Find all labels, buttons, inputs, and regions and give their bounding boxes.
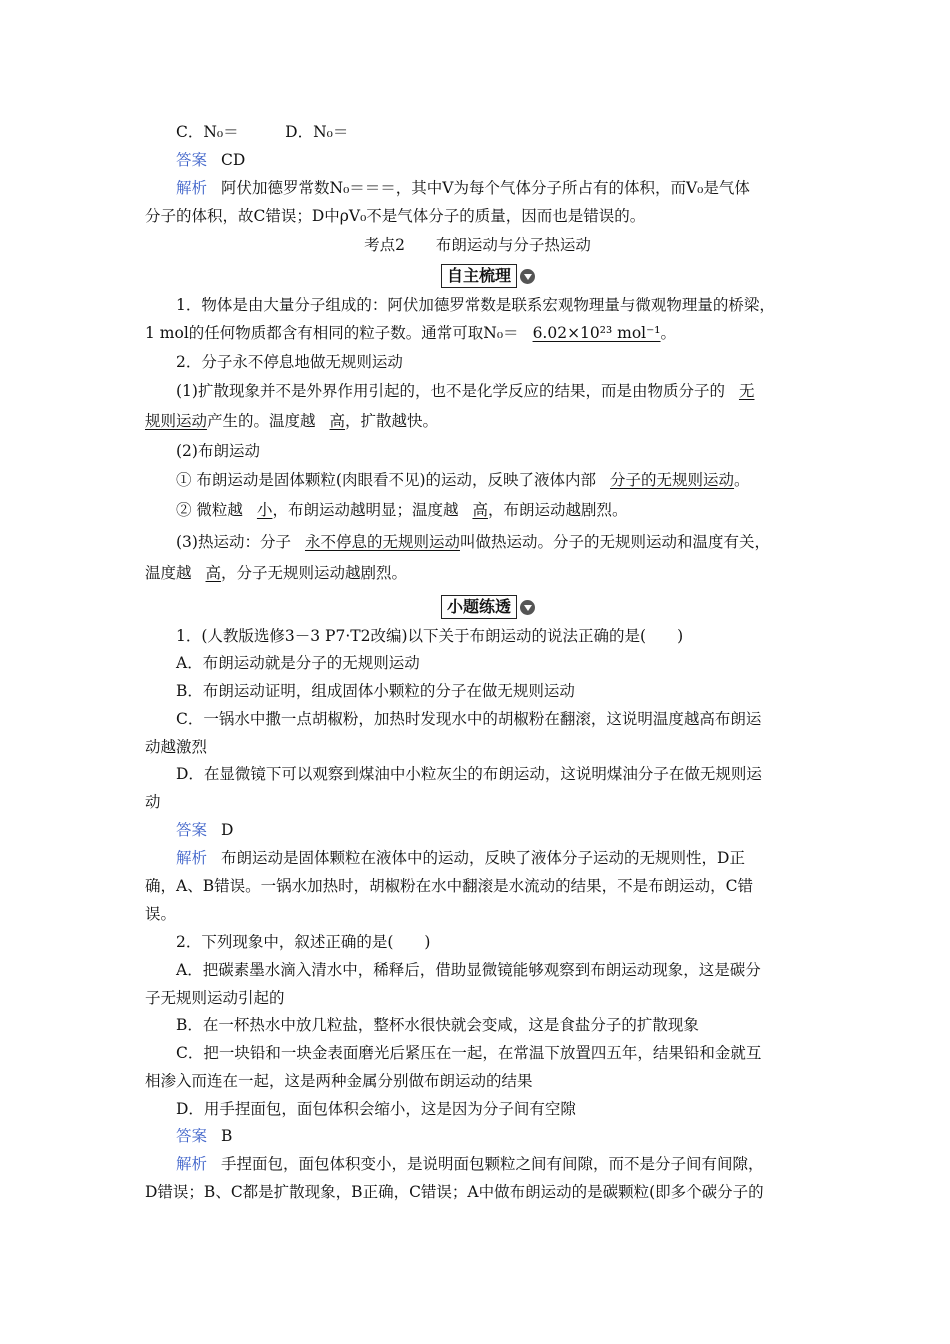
review-p5 bbox=[176, 470, 810, 490]
fill-blank-high-2: 高 bbox=[472, 501, 488, 519]
fill-blank-small: 小 bbox=[256, 501, 273, 519]
chevron-down-icon bbox=[520, 600, 535, 615]
q1-option-d-line1: D．在显微镜下可以观察到煤油中小粒灰尘的布朗运动，这说明煤油分子在做无规则运 bbox=[176, 765, 762, 783]
q1-option-d-line2: 动 bbox=[145, 793, 161, 811]
fill-blank-thermal: 永不停息的无规则运动 bbox=[304, 533, 460, 551]
chevron-down-icon bbox=[520, 269, 535, 284]
q1-option-c-line1: C．一锅水中撒一点胡椒粉，加热时发现水中的胡椒粉在翻滚，这说明温度越高布朗运 bbox=[176, 710, 762, 728]
analysis-label: 解析 bbox=[176, 849, 208, 867]
analysis-text: 阿伏加德罗常数N₀＝＝＝，其中V为每个气体分子所占有的体积，而V₀是气体 bbox=[221, 179, 750, 197]
review-p1-end: 。 bbox=[660, 324, 677, 342]
q2-option-a-line1: A．把碳素墨水滴入清水中，稀释后，借助显微镜能够观察到布朗运动现象，这是碳分 bbox=[176, 961, 761, 979]
q2-stem: 2．下列现象中，叙述正确的是( ) bbox=[176, 933, 431, 951]
q1-analysis-line1 bbox=[176, 848, 810, 868]
answer-label: 答案 bbox=[176, 821, 208, 839]
q2-option-c-line1: C．把一块铅和一块金表面磨光后紧压在一起，在常温下放置四五年，结果铅和金就互 bbox=[176, 1044, 762, 1062]
review-p1-text: 1 mol的任何物质都含有相同的粒子数。通常可取N₀＝ bbox=[145, 324, 519, 342]
q1-answer bbox=[176, 820, 810, 840]
q1-option-c-line2: 动越激烈 bbox=[145, 738, 208, 756]
fill-blank-high-3: 高 bbox=[205, 564, 222, 582]
heading-self-review-label: 自主梳理 bbox=[441, 264, 517, 288]
analysis-label: 解析 bbox=[176, 1155, 208, 1173]
analysis-continuation: 分子的体积，故C错误；D中ρV₀不是气体分子的质量，因而也是错误的。 bbox=[145, 207, 646, 225]
answer-value: B bbox=[221, 1127, 233, 1145]
section-title: 考点2 布朗运动与分子热运动 bbox=[364, 236, 591, 254]
options-c-d: C．N₀＝ D．N₀＝ bbox=[176, 123, 349, 141]
q2-option-d: D．用手捏面包，面包体积会缩小，这是因为分子间有空隙 bbox=[176, 1100, 576, 1118]
fill-blank-high-1: 高 bbox=[329, 412, 346, 430]
review-p3-line1 bbox=[176, 381, 810, 401]
heading-practice-label: 小题练透 bbox=[441, 595, 517, 619]
q2-option-c-line2: 相渗入而连在一起，这是两种金属分别做布朗运动的结果 bbox=[145, 1072, 533, 1090]
review-p3-line2 bbox=[145, 411, 810, 431]
review-p3-end: ，扩散越快。 bbox=[345, 412, 439, 430]
q2-option-b: B．在一杯热水中放几粒盐，整杯水很快就会变咸，这是食盐分子的扩散现象 bbox=[176, 1016, 699, 1034]
review-p6-text: ② 微粒越 bbox=[176, 501, 243, 519]
fill-blank-molecular-motion: 分子的无规则运动 bbox=[610, 471, 735, 489]
heading-practice bbox=[441, 594, 535, 620]
review-p7-end: 叫做热运动。分子的无规则运动和温度有关， bbox=[459, 533, 770, 551]
review-p4: (2)布朗运动 bbox=[176, 442, 260, 460]
answer-value: D bbox=[221, 821, 234, 839]
review-p3-mid: 产生的。温度越 bbox=[207, 412, 316, 430]
answer-label: 答案 bbox=[176, 151, 208, 169]
fill-blank-random-b: 规则运动 bbox=[145, 412, 208, 430]
analysis-line bbox=[176, 178, 810, 198]
q1-stem: 1．(人教版选修3－3 P7·T2改编)以下关于布朗运动的说法正确的是( ) bbox=[176, 627, 684, 645]
review-p6-mid: ，布朗运动越明显；温度越 bbox=[272, 501, 459, 519]
review-p8-end: ，分子无规则运动越剧烈。 bbox=[221, 564, 408, 582]
review-p1-line1: 1．物体是由大量分子组成的：阿伏加德罗常数是联系宏观物理量与微观物理量的桥梁， bbox=[176, 296, 775, 314]
answer-value: CD bbox=[221, 151, 246, 169]
fill-blank-random-a: 无 bbox=[738, 382, 755, 400]
q1-analysis-line3: 误。 bbox=[145, 905, 177, 923]
review-p8 bbox=[145, 563, 810, 583]
review-p6-end: ，布朗运动越剧烈。 bbox=[487, 501, 628, 519]
review-p1-line2 bbox=[145, 323, 810, 343]
answer-line bbox=[176, 150, 810, 170]
q1-analysis-line2: 确，A、B错误。一锅水加热时，胡椒粉在水中翻滚是水流动的结果，不是布朗运动，C错 bbox=[145, 877, 753, 895]
q2-analysis-line2: D错误；B、C都是扩散现象，B正确，C错误；A中做布朗运动的是碳颗粒(即多个碳分子的 bbox=[145, 1183, 764, 1201]
review-p6 bbox=[176, 500, 810, 520]
heading-self-review bbox=[441, 263, 535, 289]
review-p3-text: (1)扩散现象并不是外界作用引起的，也不是化学反应的结果，而是由物质分子的 bbox=[176, 382, 725, 400]
fill-blank-avogadro: 6.02×10²³ mol⁻¹ bbox=[532, 324, 661, 342]
analysis-label: 解析 bbox=[176, 179, 208, 197]
review-p8-text: 温度越 bbox=[145, 564, 192, 582]
review-p7-text: (3)热运动：分子 bbox=[176, 533, 291, 551]
review-p5-text: ① 布朗运动是固体颗粒(肉眼看不见)的运动，反映了液体内部 bbox=[176, 471, 597, 489]
review-p2: 2．分子永不停息地做无规则运动 bbox=[176, 353, 403, 371]
answer-label: 答案 bbox=[176, 1127, 208, 1145]
analysis-text: 手捏面包，面包体积变小，是说明面包颗粒之间有间隙，而不是分子间有间隙， bbox=[221, 1155, 764, 1173]
review-p5-end: 。 bbox=[734, 471, 750, 489]
review-p7 bbox=[176, 532, 810, 552]
q2-analysis-line1 bbox=[176, 1154, 810, 1174]
q2-answer bbox=[176, 1126, 810, 1146]
analysis-text: 布朗运动是固体颗粒在液体中的运动，反映了液体分子运动的无规则性，D正 bbox=[221, 849, 745, 867]
q1-option-a: A．布朗运动就是分子的无规则运动 bbox=[176, 654, 420, 672]
q2-option-a-line2: 子无规则运动引起的 bbox=[145, 989, 285, 1007]
q1-option-b: B．布朗运动证明，组成固体小颗粒的分子在做无规则运动 bbox=[176, 682, 575, 700]
